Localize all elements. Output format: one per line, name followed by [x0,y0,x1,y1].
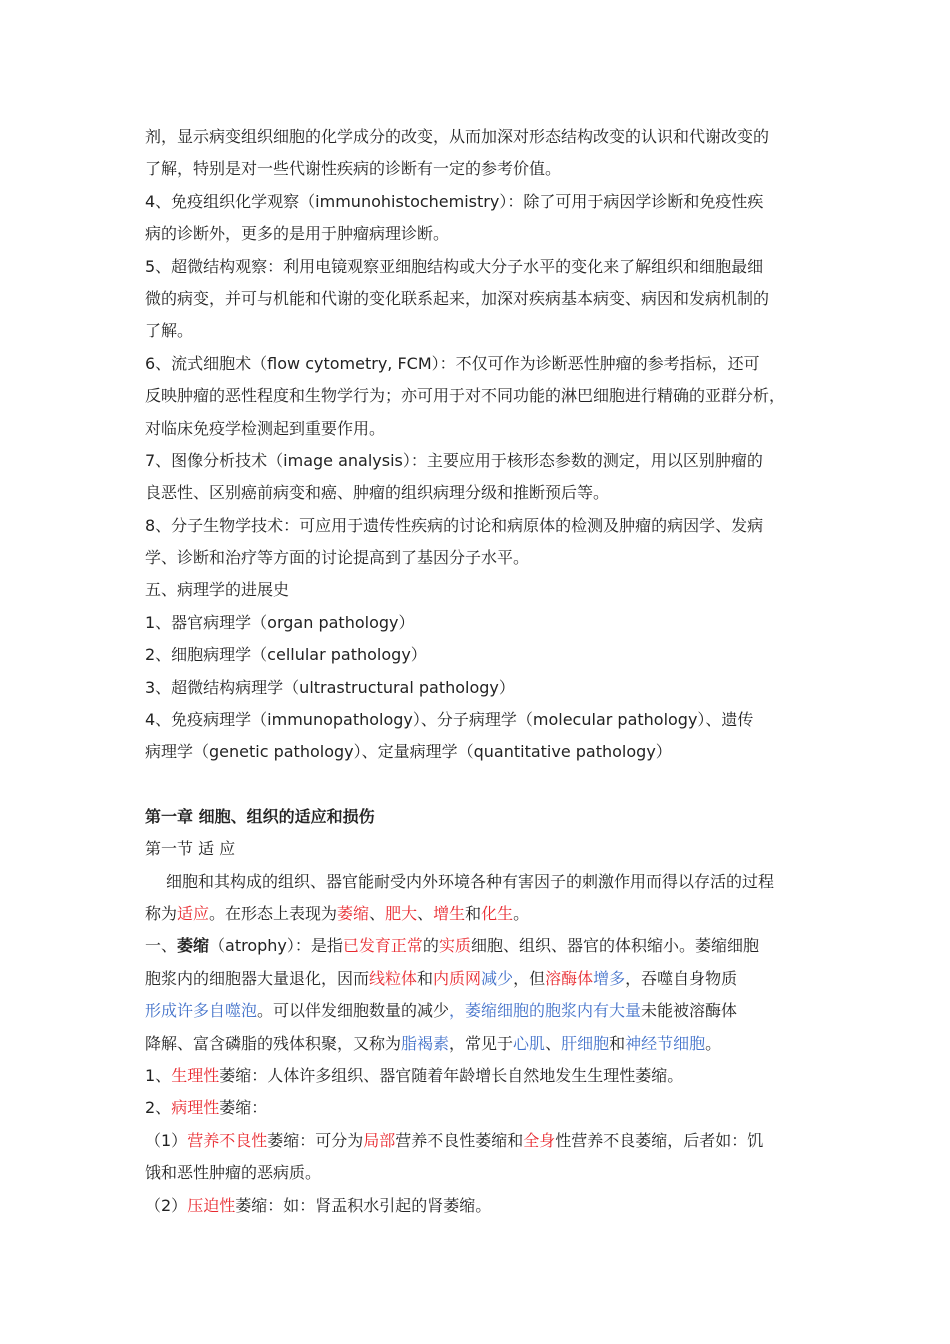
text-line [145,380,815,412]
highlighted-term: 萎缩 [177,936,210,956]
text-segment: 五、病理学的进展史 [145,580,290,600]
text-segment: 称为 [145,903,178,923]
text-segment: 。 [705,1033,722,1053]
text-line [145,704,815,736]
text-segment: 。可以伴发细胞数量的减少 [257,1001,450,1021]
text-line [145,898,815,930]
text-line [145,930,815,962]
highlighted-term: 内质网 [433,968,482,988]
text-line [145,574,815,606]
text-segment: 1、 [145,1065,172,1085]
text-segment: （1） [145,1130,188,1150]
text-segment: 2、 [145,1098,172,1118]
text-line [145,995,815,1027]
highlighted-term: 减少 [481,968,514,988]
highlighted-term: 神经节细胞 [625,1033,706,1053]
text-segment: 微的病变，并可与机能和代谢的变化联系起来，加深对疾病基本病变、病因和发病机制的 [145,288,770,308]
text-segment: 、 [417,903,434,923]
text-segment: 对临床免疫学检测起到重要作用。 [145,418,386,438]
text-segment: 胞浆内的细胞器大量退化，因而 [145,968,370,988]
text-line [145,445,815,477]
text-segment: 营养不良性萎缩和 [395,1130,524,1150]
highlighted-term: 病理性 [171,1098,220,1118]
text-segment: 萎缩：人体许多组织、器官随着年龄增长自然地发生生理性萎缩。 [219,1065,684,1085]
text-segment: 了解，特别是对一些代谢性疾病的诊断有一定的参考价值。 [145,159,562,179]
text-segment: 萎缩：如：肾盂积水引起的肾萎缩。 [235,1195,492,1215]
text-segment: （atrophy）：是指 [209,936,343,956]
text-line [145,477,815,509]
text-line [145,1190,815,1222]
text-segment: 6、流式细胞术（flow cytometry, FCM）：不仅可作为诊断恶性肿瘤的参考指标，还可 [145,353,760,373]
highlighted-term: 营养不良性 [187,1130,268,1150]
highlighted-term: 生理性 [171,1065,220,1085]
text-segment: 5、超微结构观察：利用电镜观察亚细胞结构或大分子水平的变化来了解组织和细胞最细 [145,256,764,276]
text-segment: ，常见于 [449,1033,514,1053]
text-line [145,1060,815,1092]
text-segment: 饿和恶性肿瘤的恶病质。 [145,1163,322,1183]
text-segment: （2） [145,1195,188,1215]
text-segment: 病理学（genetic pathology）、定量病理学（quantitative pathology） [145,742,672,762]
text-line [145,153,815,185]
text-segment: ，但 [513,968,546,988]
document-page [145,121,815,1222]
text-segment: 性营养不良萎缩，后者如：饥 [555,1130,764,1150]
text-segment: 细胞和其构成的组织、器官能耐受内外环境各种有害因子的刺激作用而得以存活的过程 [166,871,775,891]
text-segment: 了解。 [145,321,194,341]
text-line [145,736,815,768]
text-segment: 8、分子生物学技术：可应用于遗传性疾病的讨论和病原体的检测及肿瘤的病因学、发病 [145,515,764,535]
text-segment: 4、免疫病理学（immunopathology）、分子病理学（molecular pathology）、遗传 [145,710,754,730]
text-line [145,672,815,704]
text-segment: 反映肿瘤的恶性程度和生物学行为；亦可用于对不同功能的淋巴细胞进行精确的亚群分析， [145,386,786,406]
text-segment: 2、细胞病理学（cellular pathology） [145,645,427,665]
text-segment: 病的诊断外，更多的是用于肿瘤病理诊断。 [145,224,450,244]
highlighted-term: 增生 [433,903,466,923]
text-segment: 未能被溶酶体 [641,1001,738,1021]
highlighted-term: 溶酶体 [545,968,594,988]
text-segment: 学、诊断和治疗等方面的讨论提高到了基因分子水平。 [145,548,530,568]
text-line [145,1125,815,1157]
highlighted-term: 萎缩 [337,903,370,923]
highlighted-term: 局部 [363,1130,396,1150]
highlighted-term: 线粒体 [369,968,418,988]
chapter-heading [145,801,815,833]
highlighted-term: 心肌 [513,1033,546,1053]
text-segment: 良恶性、区别癌前病变和癌、肿瘤的组织病理分级和推断预后等。 [145,483,610,503]
highlighted-term: 增多 [593,968,626,988]
text-segment: 和 [609,1033,626,1053]
text-segment: 萎缩：可分为 [267,1130,364,1150]
text-segment: 细胞、组织、器官的体积缩小。萎缩细胞 [470,936,759,956]
text-segment: ，吞噬自身物质 [625,968,738,988]
text-line [145,1157,815,1189]
highlighted-term: 适应 [177,903,210,923]
text-segment: 、 [545,1033,562,1053]
text-line [145,963,815,995]
highlighted-term: 脂褐素 [401,1033,450,1053]
text-line [145,1092,815,1124]
text-segment: 的 [422,936,439,956]
highlighted-term: 全身 [523,1130,556,1150]
text-segment: 一、 [145,936,178,956]
highlighted-term: 肝细胞 [561,1033,610,1053]
text-line [145,542,815,574]
highlighted-term: 肥大 [385,903,418,923]
text-line [145,866,815,898]
highlighted-term: 形成许多自噬泡 [145,1001,258,1021]
text-segment: 。 [513,903,530,923]
text-segment: 4、免疫组织化学观察（immunohistochemistry）：除了可用于病因学诊断和免疫性疾 [145,191,764,211]
highlighted-term: 压迫性 [187,1195,236,1215]
text-segment: 剂，显示病变组织细胞的化学成分的改变，从而加深对形态结构改变的认识和代谢改变的 [145,127,770,146]
blank-line [145,769,815,801]
highlighted-term: 化生 [481,903,514,923]
text-segment: 和 [417,968,434,988]
text-segment: 3、超微结构病理学（ultrastructural pathology） [145,677,515,697]
text-segment: 第一节 适 应 [145,839,236,859]
text-segment: 、 [369,903,386,923]
text-line [145,833,815,865]
text-line [145,639,815,671]
text-line [145,1028,815,1060]
text-segment: 萎缩： [219,1098,268,1118]
text-segment: 。在形态上表现为 [209,903,338,923]
text-segment: 7、图像分析技术（image analysis）：主要应用于核形态参数的测定，用以区别肿瘤的 [145,450,763,470]
text-line [145,510,815,542]
text-segment: 第一章 细胞、组织的适应和损伤 [145,806,375,826]
highlighted-term: 已发育正常 [342,936,423,956]
text-segment: 和 [465,903,482,923]
text-segment: 1、器官病理学（organ pathology） [145,612,415,632]
text-line [145,413,815,445]
text-line [145,186,815,218]
text-line [145,315,815,347]
text-line [145,283,815,315]
highlighted-term: ，萎缩细胞的胞浆内有大量 [449,1001,642,1021]
text-line [145,251,815,283]
highlighted-term: 实质 [438,936,471,956]
text-line [145,348,815,380]
text-line [145,607,815,639]
text-segment: 降解、富含磷脂的残体积聚，又称为 [145,1033,402,1053]
text-line [145,121,815,153]
text-line [145,218,815,250]
